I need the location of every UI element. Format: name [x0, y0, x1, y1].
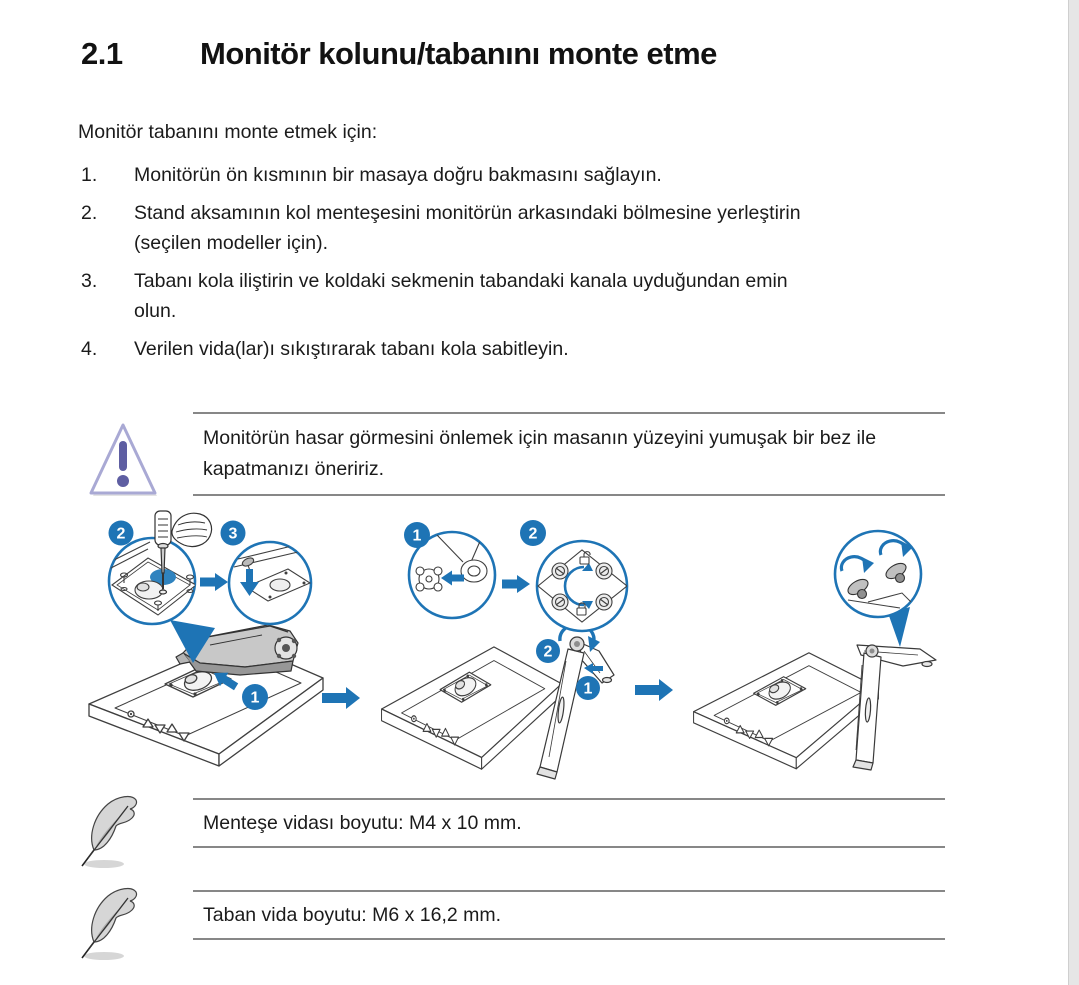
- step-number: 1.: [81, 164, 98, 186]
- step-badge: [404, 522, 430, 548]
- note-box-base-screw: [193, 890, 945, 940]
- page-title: Monitör kolunu/tabanını monte etme: [200, 36, 717, 71]
- step-item-1: [81, 160, 941, 190]
- step-line: olun.: [134, 300, 177, 322]
- screw-head-icon: [596, 563, 612, 579]
- step-badge: [536, 639, 560, 663]
- step-number: 3.: [81, 270, 98, 292]
- intro-text: Monitör tabanını monte etmek için:: [78, 120, 378, 143]
- screw-head-icon: [552, 594, 568, 610]
- step-item-2: [81, 198, 941, 258]
- step-line: Monitörün ön kısmının bir masaya doğru bakmasını sağlayın.: [134, 164, 662, 186]
- callout-circle: [537, 541, 627, 631]
- warning-box: [193, 412, 945, 496]
- step-item-3: [81, 266, 941, 326]
- step-number: 2.: [81, 202, 98, 224]
- step-number: 4.: [81, 338, 98, 360]
- svg-text:2: 2: [116, 525, 126, 543]
- note-text: Menteşe vidası boyutu: M4 x 10 mm.: [203, 812, 522, 834]
- arrow-right-icon: [502, 575, 530, 593]
- screw-head-icon: [552, 563, 568, 579]
- warning-icon: [88, 419, 158, 508]
- note-text: Taban vida boyutu: M6 x 16,2 mm.: [203, 904, 502, 926]
- step-line: (seçilen modeller için).: [134, 232, 328, 254]
- svg-text:3: 3: [228, 525, 238, 543]
- step-badge: [520, 520, 546, 546]
- figure-step-attach-arm: [89, 511, 323, 766]
- callout-circle: [835, 531, 921, 617]
- step-text: [134, 160, 941, 190]
- section-heading: [81, 36, 717, 72]
- svg-text:1: 1: [250, 689, 260, 707]
- figure-step-tighten-screws: [694, 531, 936, 770]
- svg-text:1: 1: [583, 680, 593, 698]
- step-line: Stand aksamının kol menteşesini monitörün arkasındaki bölmesine yerleştirin: [134, 202, 801, 224]
- step-line: Tabanı kola iliştirin ve koldaki sekmenin tabandaki kanala uyduğundan emin: [134, 270, 788, 292]
- pencil-note-icon: [74, 884, 152, 969]
- section-number: 2.1: [81, 36, 123, 71]
- pencil-note-icon: [74, 792, 152, 877]
- assembly-figure: [0, 505, 1079, 805]
- step-line: Verilen vida(lar)ı sıkıştırarak tabanı kola sabitleyin.: [134, 338, 569, 360]
- svg-text:2: 2: [543, 643, 553, 661]
- note-box-hinge-screw: [193, 798, 945, 848]
- step-badge: [109, 521, 134, 546]
- step-badge: [576, 676, 600, 700]
- steps-list: [81, 160, 941, 372]
- figure-step-attach-base: [382, 520, 627, 779]
- svg-text:1: 1: [412, 527, 422, 545]
- arrow-right-icon: [635, 679, 673, 701]
- stand-arm-drawing: [853, 645, 936, 770]
- screw-head-icon: [596, 594, 612, 610]
- svg-text:2: 2: [528, 525, 538, 543]
- step-text: [134, 266, 941, 326]
- step-text: [134, 334, 941, 364]
- step-badge: [221, 521, 246, 546]
- arrow-right-icon: [200, 573, 228, 591]
- warning-text-line: kapatmanızı öneririz.: [203, 458, 384, 480]
- step-badge: [242, 684, 268, 710]
- arrow-right-icon: [322, 687, 360, 709]
- step-item-4: [81, 334, 941, 364]
- step-text: [134, 198, 941, 258]
- page-edge-strip: [1068, 0, 1079, 985]
- warning-text-line: Monitörün hasar görmesini önlemek için masanın yüzeyini yumuşak bir bez ile: [203, 427, 877, 449]
